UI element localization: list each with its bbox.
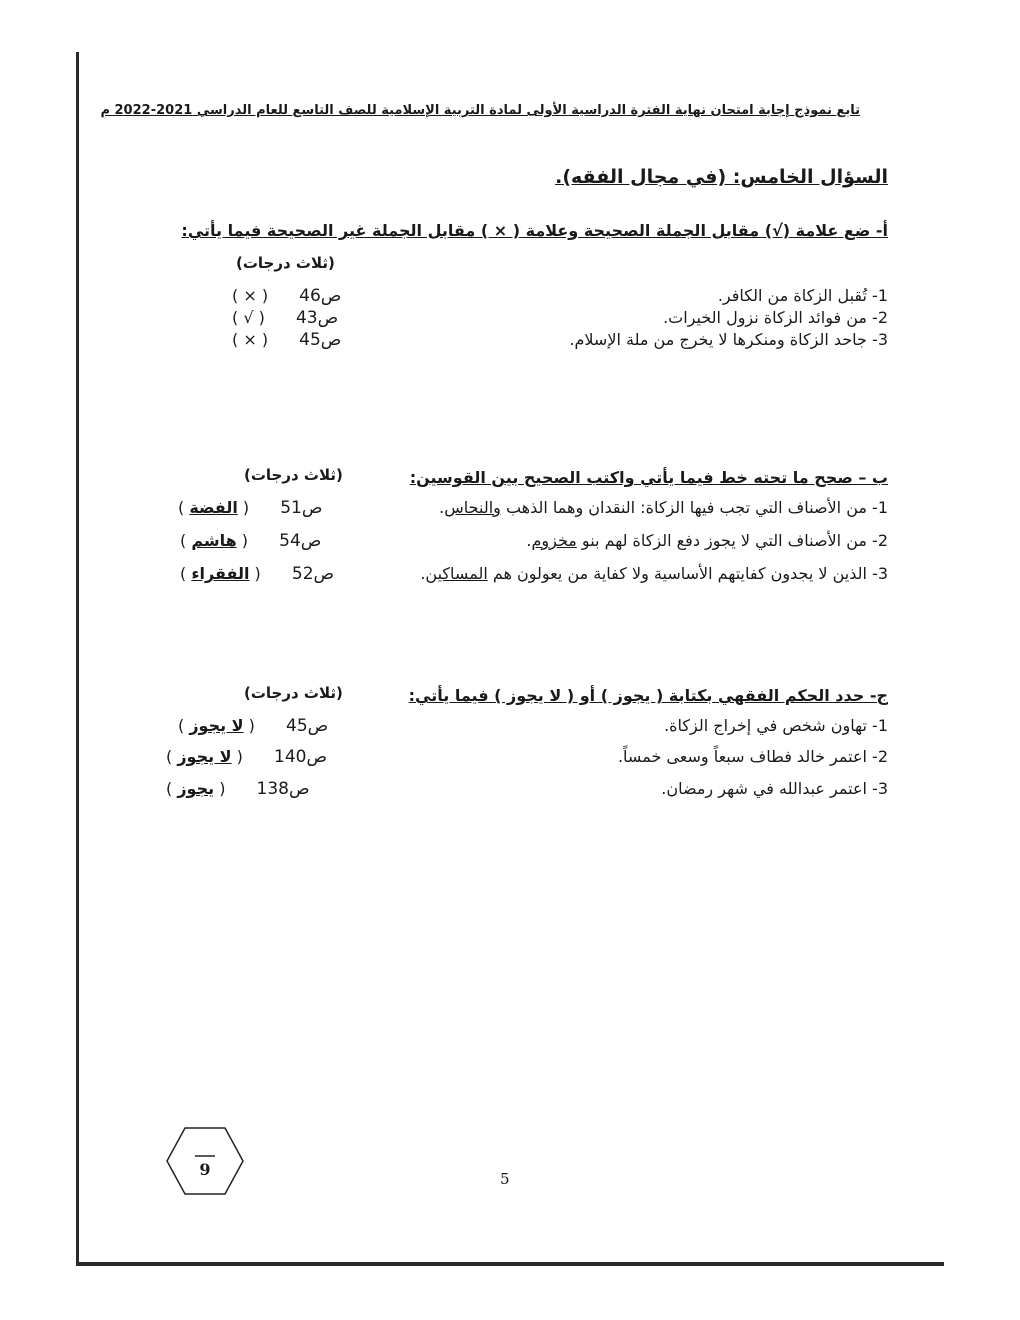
answer: ص52 ( الفقراء )	[180, 564, 335, 584]
answer-mark: ( × )	[232, 330, 269, 349]
answer: ص51 ( الفضة )	[178, 498, 323, 518]
section-b-item	[0, 531, 1020, 557]
section-c-item	[0, 716, 1020, 742]
page-ref: ص52	[291, 564, 335, 584]
answer-mark: ( √ )	[232, 308, 265, 327]
section-b-instruction: ب – صحح ما تحته خط فيما يأتي واكتب الصحيح بين القوسين:	[409, 468, 888, 487]
answer	[232, 286, 341, 306]
page-ref: ص51	[280, 498, 323, 518]
section-c-item	[0, 747, 1020, 773]
score-value: 9	[199, 1160, 211, 1179]
answer: ص54 ( هاشم )	[180, 531, 322, 551]
correction: هاشم	[191, 531, 237, 550]
correction: الفضة	[189, 498, 238, 517]
page-ref: ص138	[256, 779, 310, 799]
question-title: السؤال الخامس: (في مجال الفقه).	[555, 166, 888, 188]
statement-text: 3- الذين لا يجدون كفايتهم الأساسية ولا كفاية من يعولون هم المساكين.	[420, 564, 888, 583]
page-ref: ص140	[274, 747, 328, 767]
page-ref: ص45	[299, 330, 342, 350]
underlined-word: المساكين	[425, 564, 488, 583]
section-c-item	[0, 779, 1020, 805]
statement-text: 1- من الأصناف التي تجب فيها الزكاة: النقدان وهما الذهب والنحاس.	[439, 498, 888, 517]
ruling: لا يجوز	[177, 747, 232, 766]
answer: ص45 ( لا يجوز )	[178, 716, 329, 736]
page-ref: ص45	[286, 716, 329, 736]
section-a-grade: (ثلاث درجات)	[236, 254, 335, 272]
answer: ص140 ( لا يجوز )	[166, 747, 328, 767]
answer-mark: ( × )	[232, 286, 269, 305]
section-a-instruction: أ- ضع علامة (√) مقابل الجملة الصحيحة وعلامة ( × ) مقابل الجملة غير الصحيحة فيما يأتي:	[181, 221, 888, 240]
statement-text: 2- من الأصناف التي لا يجوز دفع الزكاة لهم بنو مخزوم.	[526, 531, 888, 550]
ruling: يجوز	[177, 779, 215, 798]
page-number: 5	[500, 1170, 510, 1188]
page-ref: ص46	[299, 286, 342, 306]
answer	[232, 308, 338, 328]
section-b-grade: (ثلاث درجات)	[244, 466, 343, 484]
answer	[232, 330, 341, 350]
section-c-instruction: ج- حدد الحكم الفقهي بكتابة ( يجوز ) أو ( لا يجوز ) فيما يأتي:	[408, 686, 888, 705]
page-ref: ص54	[279, 531, 322, 551]
section-c-grade: (ثلاث درجات)	[244, 684, 343, 702]
page-ref: ص43	[295, 308, 339, 328]
statement-text: 3- جاحد الزكاة ومنكرها لا يخرج من ملة الإسلام.	[569, 330, 888, 349]
statement-text: 2- من فوائد الزكاة نزول الخيرات.	[663, 308, 888, 327]
underlined-word: والنحاس	[444, 498, 501, 517]
statement-text: 1- تُقبل الزكاة من الكافر.	[717, 286, 888, 305]
section-a-item	[0, 330, 1020, 356]
answer: ص138 ( يجوز )	[166, 779, 310, 799]
scan-border-bottom	[76, 1262, 944, 1266]
ruling: لا يجوز	[189, 716, 244, 735]
section-b-item	[0, 498, 1020, 524]
underlined-word: مخزوم	[531, 531, 577, 550]
statement-text: 1- تهاون شخص في إخراج الزكاة.	[664, 716, 888, 735]
correction: الفقراء	[191, 564, 250, 583]
section-b-item	[0, 564, 1020, 590]
scan-border-left	[76, 52, 79, 1266]
document-header: تابع نموذج إجابة امتحان نهاية الفترة الدراسية الأولى لمادة التربية الإسلامية للصف التاسع للعام الدراسي 2021-2022 م	[100, 103, 860, 118]
statement-text: 3- اعتمر عبدالله في شهر رمضان.	[661, 779, 888, 798]
statement-text: 2- اعتمر خالد فطاف سبعاً وسعى خمساً.	[617, 747, 888, 766]
